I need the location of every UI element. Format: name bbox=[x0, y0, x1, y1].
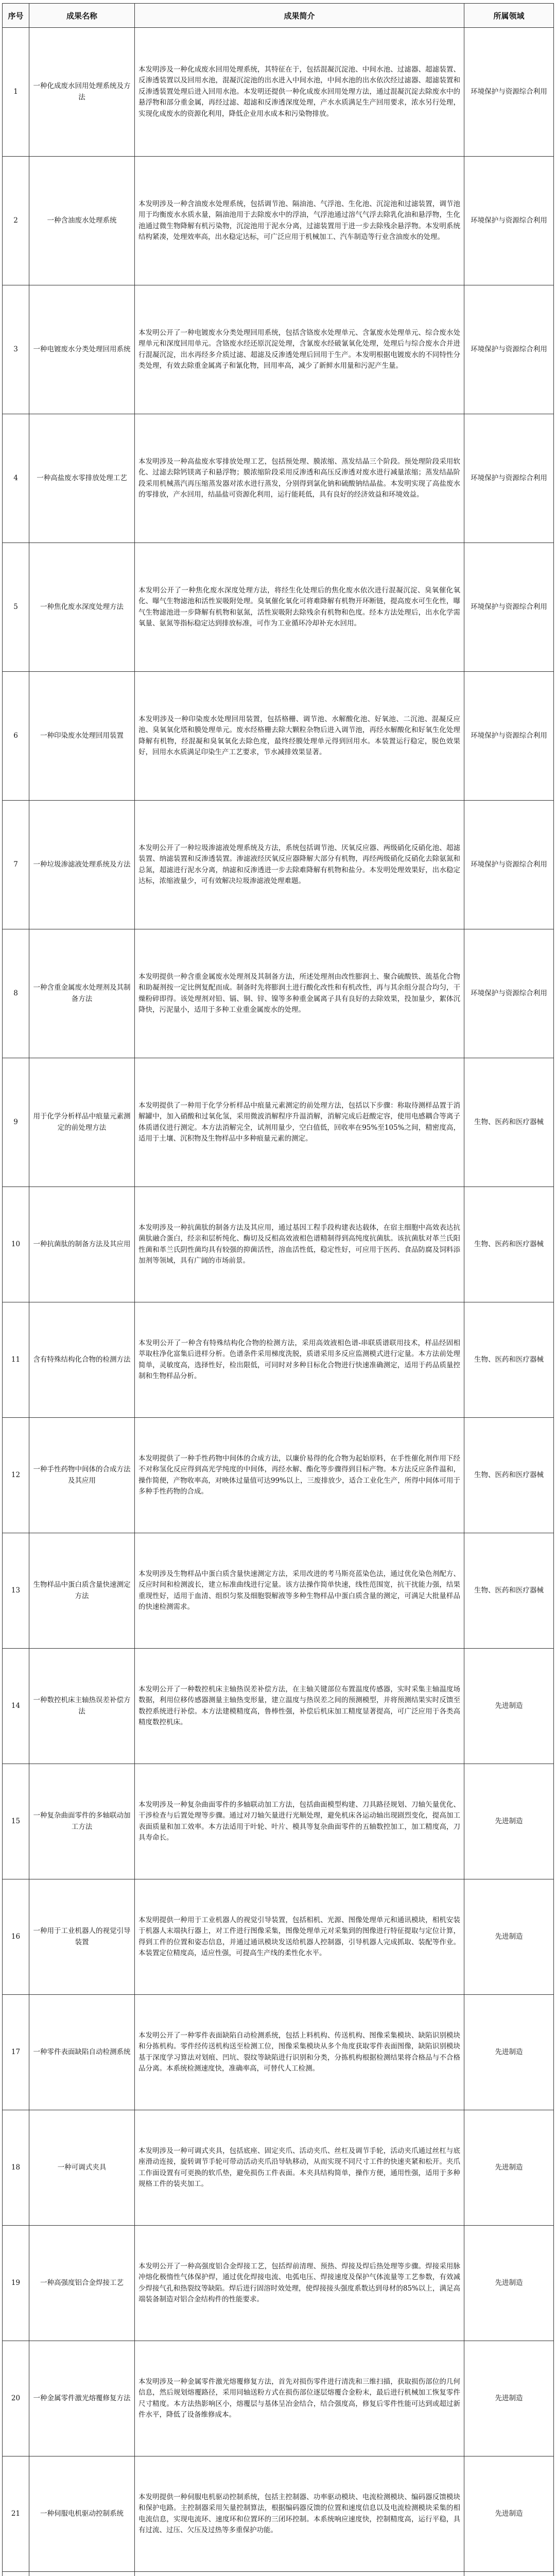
achievement-field: 先进制造 bbox=[464, 1764, 554, 1879]
achievement-field: 先进制造 bbox=[464, 2226, 554, 2341]
achievement-field: 环境保护与资源综合利用 bbox=[464, 414, 554, 543]
achievement-field: 生物、医药和医疗器械 bbox=[464, 1187, 554, 1302]
achievement-name: 一种数控机床主轴热误差补偿方法 bbox=[29, 1649, 135, 1764]
table-row bbox=[3, 2110, 554, 2226]
row-number: 16 bbox=[3, 1879, 29, 1995]
achievement-description: 本发明公开了一种垃圾渗滤液处理系统及方法，系统包括调节池、厌氧反应器、两级硝化反硝化池、超滤装置、纳滤装置和反渗透装置。渗滤液经厌氧反应器降解大部分有机物，再经两级硝化反硝化去除氨氮和总氮，超滤进行泥水分离，纳滤和反渗透进一步去除难降解有机物和盐分。本发明处理效果好，出水稳定达标，浓缩液量少，可有效解决垃圾渗滤液处理难题。 bbox=[135, 801, 464, 929]
achievement-field: 先进制造 bbox=[464, 1649, 554, 1764]
table-row bbox=[3, 28, 554, 157]
achievement-description: 本发明公开了一种高强度铝合金焊接工艺，包括焊前清理、预热、焊接及焊后热处理等步骤。焊接采用脉冲熔化极惰性气体保护焊，通过优化焊接电流、电弧电压、焊接速度及保护气体流量等工艺参数，有效减少焊接气孔和热裂纹等缺陷。焊后进行固溶时效处理，使焊接接头强度系数达到母材的85%以上，满足高端装备制造对铝合金结构件的性能要求。 bbox=[135, 2226, 464, 2341]
header-row bbox=[3, 4, 554, 28]
row-number: 4 bbox=[3, 414, 29, 543]
table-row bbox=[3, 1187, 554, 1302]
row-number: 6 bbox=[3, 672, 29, 801]
achievement-name: 一种手性药物中间体的合成方法及其应用 bbox=[29, 1418, 135, 1533]
achievement-description: 本发明公开了一种数控机床主轴热误差补偿方法，在主轴关键部位布置温度传感器，实时采集主轴温度场数据，利用位移传感器测量主轴热变形量，建立温度与热误差之间的预测模型，并将预测结果实时反馈至数控系统进行补偿。本方法建模精度高，鲁棒性强，补偿后机床加工精度显著提高，可广泛应用于各类高精度数控机床。 bbox=[135, 1649, 464, 1764]
achievement-description bbox=[135, 2572, 464, 2576]
table-row bbox=[3, 1418, 554, 1533]
achievement-field: 环境保护与资源综合利用 bbox=[464, 285, 554, 414]
achievement-name: 一种含油废水处理系统 bbox=[29, 157, 135, 285]
achievement-field: 先进制造 bbox=[464, 2341, 554, 2456]
row-number: 2 bbox=[3, 157, 29, 285]
achievement-description: 本发明公开了一种含有特殊结构化合物的检测方法，采用高效液相色谱-串联质谱联用技术，样品经固相萃取柱净化富集后进样分析。色谱条件采用梯度洗脱，质谱采用多反应监测模式进行定量。本方法前处理简单，灵敏度高，选择性好，检出限低，可同时对多种目标化合物进行快速准确测定，适用于药品质量控制和生物样品分析。 bbox=[135, 1302, 464, 1418]
row-number: 18 bbox=[3, 2110, 29, 2226]
table-row bbox=[3, 1058, 554, 1187]
table-row bbox=[3, 1649, 554, 1764]
row-number: 3 bbox=[3, 285, 29, 414]
table-row bbox=[3, 2341, 554, 2456]
header-field: 所属领域 bbox=[464, 4, 554, 28]
table-row bbox=[3, 801, 554, 929]
achievement-name: 一种抗菌肽的制备方法及其应用 bbox=[29, 1187, 135, 1302]
achievement-description: 本发明公开了一种电镀废水分类处理回用系统，包括含铬废水处理单元、含氰废水处理单元、综合废水处理单元和深度回用单元。含铬废水经还原沉淀处理，含氰废水经破氰氧化处理，处理后与综合废水合并进行混凝沉淀，出水再经多介质过滤、超滤及反渗透处理后回用于生产。本发明根据电镀废水的不同特性分类处理，有效去除重金属离子和氰化物，回用率高，减少了新鲜水用量和污泥产生量。 bbox=[135, 285, 464, 414]
achievement-name: 一种印染废水处理回用装置 bbox=[29, 672, 135, 801]
achievement-description: 本发明涉及一种金属零件激光熔覆修复方法，首先对损伤零件进行清洗和三维扫描，获取损伤部位的几何信息，然后规划熔覆路径，采用同轴送粉方式在损伤部位逐层熔覆合金粉末，最后进行机械加工恢复零件尺寸精度。本方法热影响区小，熔覆层与基体呈冶金结合，结合强度高，修复后零件性能可达到或超过新件水平，降低了设备维修成本。 bbox=[135, 2341, 464, 2456]
row-number bbox=[3, 2572, 29, 2576]
row-number: 9 bbox=[3, 1058, 29, 1187]
achievement-field bbox=[464, 2572, 554, 2576]
row-number: 20 bbox=[3, 2341, 29, 2456]
achievement-description: 本发明涉及一种抗菌肽的制备方法及其应用，通过基因工程手段构建表达载体，在宿主细胞中高效表达抗菌肽融合蛋白，经亲和层析纯化、酶切及反相高效液相色谱精制得到高纯度抗菌肽。该抗菌肽对革兰氏阳性菌和革兰氏阴性菌均具有较强的抑菌活性，溶血活性低，稳定性好，可应用于医药、食品防腐及饲料添加剂等领域，具有广阔的市场前景。 bbox=[135, 1187, 464, 1302]
row-number: 15 bbox=[3, 1764, 29, 1879]
table-row bbox=[3, 414, 554, 543]
table-row bbox=[3, 543, 554, 672]
achievement-name: 一种金属零件激光熔覆修复方法 bbox=[29, 2341, 135, 2456]
achievement-description: 本发明提供一种用于工业机器人的视觉引导装置，包括相机、光源、图像处理单元和通讯模块，相机安装于机器人末端执行器上，对工件进行图像采集，图像处理单元对采集到的图像进行特征提取与定位计算，得到工件的位置和姿态信息，并通过通讯模块发送给机器人控制器，引导机器人完成抓取、装配等作业。本装置定位精度高，适应性强，可提高生产线的柔性化水平。 bbox=[135, 1879, 464, 1995]
achievement-name: 一种化成废水回用处理系统及方法 bbox=[29, 28, 135, 157]
achievement-name: 一种用于工业机器人的视觉引导装置 bbox=[29, 1879, 135, 1995]
achievement-description: 本发明涉及一种印染废水处理回用装置，包括格栅、调节池、水解酸化池、好氧池、二沉池、混凝反应池、臭氧氧化塔和膜处理单元。废水经格栅去除大颗粒杂物后进入调节池，再经水解酸化和好氧生化处理降解有机物，经混凝和臭氧氧化去除色度，最终经膜处理单元得到回用水。本装置运行稳定，脱色效果好，回用水水质满足印染生产工艺要求，节水减排效果显著。 bbox=[135, 672, 464, 801]
achievement-field: 环境保护与资源综合利用 bbox=[464, 929, 554, 1058]
table-row bbox=[3, 285, 554, 414]
achievement-field: 生物、医药和医疗器械 bbox=[464, 1058, 554, 1187]
achievement-description: 本发明提供了一种手性药物中间体的合成方法，以廉价易得的化合物为起始原料，在手性催化剂作用下经不对称氢化反应得到高光学纯度的中间体，再经水解、酯化等步骤得到目标产物。本方法反应条件温和，操作简便，产物收率高，对映体过量值可达99%以上，三废排放少，适合工业化生产，所得中间体可用于多种手性药物的合成。 bbox=[135, 1418, 464, 1533]
achievement-description: 本发明涉及一种化成废水回用处理系统，其特征在于，包括混凝沉淀池、中间水池、过滤器、超滤装置、反渗透装置以及回用水池，混凝沉淀池的出水进入中间水池，中间水池的出水依次经过滤器、超滤装置和反渗透装置处理后进入回用水池。本发明还提供一种化成废水回用处理方法，通过混凝沉淀去除废水中的悬浮物和部分重金属，再经过滤、超滤和反渗透深度处理，产水水质满足生产回用要求，浓水另行处理，实现化成废水的资源化利用，降低企业用水成本和污染物排放。 bbox=[135, 28, 464, 157]
row-number: 12 bbox=[3, 1418, 29, 1533]
table-row bbox=[3, 1302, 554, 1418]
achievement-field: 生物、医药和医疗器械 bbox=[464, 1302, 554, 1418]
achievement-description: 本发明涉及生物样品中蛋白质含量快速测定方法，采用改进的考马斯亮蓝染色法，通过优化染色剂配方、反应时间和检测波长，建立标准曲线进行定量。该方法操作简单快速，线性范围宽，抗干扰能力强，结果重现性好，适用于血清、组织匀浆及细胞裂解液等多种生物样品中蛋白质含量的测定，可满足大批量样品的快速检测需求。 bbox=[135, 1533, 464, 1649]
table-row bbox=[3, 1764, 554, 1879]
table-row bbox=[3, 2456, 554, 2572]
achievement-description: 本发明提供一种伺服电机驱动控制系统，包括主控制器、功率驱动模块、电流检测模块、编码器反馈模块和保护电路。主控制器采用矢量控制算法，根据编码器反馈的位置和速度信息以及电流检测模块采集的相电流信息，实现电流环、速度环和位置环的三闭环控制。本系统响应速度快，控制精度高，运行平稳，具有过流、过压、欠压及过热等多重保护功能。 bbox=[135, 2456, 464, 2572]
table-body bbox=[3, 28, 554, 2576]
achievement-description: 本发明公开了一种零件表面缺陷自动检测系统，包括上料机构、传送机构、图像采集模块、缺陷识别模块和分拣机构。零件经传送机构送至检测工位，图像采集模块从多个角度获取零件表面图像，缺陷识别模块基于深度学习算法对划痕、凹坑、裂纹等缺陷进行识别和分类，分拣机构根据检测结果将合格品与不合格品分离。本系统检测速度快，准确率高，可替代人工检测。 bbox=[135, 1995, 464, 2110]
row-number: 1 bbox=[3, 28, 29, 157]
row-number: 19 bbox=[3, 2226, 29, 2341]
table-row bbox=[3, 672, 554, 801]
achievement-name: 一种含重金属废水处理剂及其制备方法 bbox=[29, 929, 135, 1058]
achievement-name: 一种垃圾渗滤液处理系统及方法 bbox=[29, 801, 135, 929]
achievement-name bbox=[29, 2572, 135, 2576]
row-number: 14 bbox=[3, 1649, 29, 1764]
table-row bbox=[3, 1879, 554, 1995]
achievement-field: 环境保护与资源综合利用 bbox=[464, 157, 554, 285]
table-row bbox=[3, 157, 554, 285]
achievement-field: 环境保护与资源综合利用 bbox=[464, 801, 554, 929]
table-row bbox=[3, 929, 554, 1058]
row-number: 8 bbox=[3, 929, 29, 1058]
achievement-description: 本发明涉及一种可调式夹具，包括底座、固定夹爪、活动夹爪、丝杠及调节手轮，活动夹爪通过丝杠与底座滑动连接，旋转调节手轮可带动活动夹爪沿导轨移动，从而实现不同尺寸工件的快速夹紧和松开。夹爪工作面设置有可更换的软爪垫，避免损伤工件表面。本夹具结构简单，操作方便，通用性强，适用于多种规格工件的装夹加工。 bbox=[135, 2110, 464, 2226]
achievement-name: 一种零件表面缺陷自动检测系统 bbox=[29, 1995, 135, 2110]
achievement-description: 本发明涉及一种高盐废水零排放处理工艺，包括预处理、膜浓缩、蒸发结晶三个阶段。预处理阶段采用软化、过滤去除钙镁离子和悬浮物；膜浓缩阶段采用反渗透和高压反渗透对废水进行减量浓缩；蒸发结晶阶段采用机械蒸汽再压缩蒸发器对浓水进行蒸发，分别得到氯化钠和硫酸钠结晶盐。本发明实现了高盐废水的零排放，产水回用，结晶盐可资源化利用，运行能耗低，具有良好的经济效益和环境效益。 bbox=[135, 414, 464, 543]
table-header bbox=[3, 4, 554, 28]
achievement-field: 环境保护与资源综合利用 bbox=[464, 28, 554, 157]
achievement-name: 一种焦化废水深度处理方法 bbox=[29, 543, 135, 672]
table-row bbox=[3, 2572, 554, 2576]
row-number: 5 bbox=[3, 543, 29, 672]
table-row bbox=[3, 1995, 554, 2110]
row-number: 7 bbox=[3, 801, 29, 929]
row-number: 21 bbox=[3, 2456, 29, 2572]
achievement-name: 一种高盐废水零排放处理工艺 bbox=[29, 414, 135, 543]
achievement-name: 用于化学分析样品中痕量元素测定的前处理方法 bbox=[29, 1058, 135, 1187]
header-no: 序号 bbox=[3, 4, 29, 28]
achievement-description: 本发明提供一种含重金属废水处理剂及其制备方法，所述处理剂由改性膨润土、聚合硫酸铁、巯基化合物和助凝剂按一定比例复配而成。制备时先将膨润土进行酸化改性和有机改性，再与其余组分混合均匀，干燥粉碎即得。该处理剂对铅、镉、铜、锌、镍等多种重金属离子具有良好的去除效果，投加量少，絮体沉降快，污泥量小，适用于多种工业重金属废水的处理。 bbox=[135, 929, 464, 1058]
achievement-field: 生物、医药和医疗器械 bbox=[464, 1418, 554, 1533]
header-desc: 成果简介 bbox=[135, 4, 464, 28]
achievement-field: 环境保护与资源综合利用 bbox=[464, 672, 554, 801]
achievement-field: 环境保护与资源综合利用 bbox=[464, 543, 554, 672]
row-number: 10 bbox=[3, 1187, 29, 1302]
row-number: 11 bbox=[3, 1302, 29, 1418]
achievement-field: 先进制造 bbox=[464, 2110, 554, 2226]
achievement-description: 本发明涉及一种复杂曲面零件的多轴联动加工方法，包括曲面模型构建、刀具路径规划、刀轴矢量优化、干涉检查与后置处理等步骤。通过对刀轴矢量进行光顺处理，避免机床各运动轴出现剧烈变化，提高加工表面质量和加工效率。本方法适用于叶轮、叶片、模具等复杂曲面零件的五轴数控加工，加工精度高，刀具寿命长。 bbox=[135, 1764, 464, 1879]
table-row bbox=[3, 2226, 554, 2341]
achievement-name: 一种可调式夹具 bbox=[29, 2110, 135, 2226]
achievement-field: 先进制造 bbox=[464, 1995, 554, 2110]
achievement-field: 生物、医药和医疗器械 bbox=[464, 1533, 554, 1649]
achievement-name: 一种高强度铝合金焊接工艺 bbox=[29, 2226, 135, 2341]
header-name: 成果名称 bbox=[29, 4, 135, 28]
achievements-table-container bbox=[2, 3, 553, 2576]
achievements-table bbox=[2, 3, 554, 2576]
achievement-name: 含有特殊结构化合物的检测方法 bbox=[29, 1302, 135, 1418]
achievement-name: 生物样品中蛋白质含量快速测定方法 bbox=[29, 1533, 135, 1649]
achievement-field: 先进制造 bbox=[464, 2456, 554, 2572]
row-number: 17 bbox=[3, 1995, 29, 2110]
achievement-description: 本发明涉及一种含油废水处理系统，包括调节池、隔油池、气浮池、生化池、沉淀池和过滤装置，调节池用于均衡废水水质水量，隔油池用于去除废水中的浮油，气浮池通过溶气气浮去除乳化油和悬浮物，生化池通过微生物降解有机污染物，沉淀池用于泥水分离，过滤装置用于进一步去除残余悬浮物。本发明系统结构紧凑，处理效率高，出水稳定达标，可广泛应用于机械加工、汽车制造等行业含油废水的处理。 bbox=[135, 157, 464, 285]
row-number: 13 bbox=[3, 1533, 29, 1649]
achievement-name: 一种电镀废水分类处理回用系统 bbox=[29, 285, 135, 414]
achievement-description: 本发明提供了一种用于化学分析样品中痕量元素测定的前处理方法，包括以下步骤：称取待测样品置于消解罐中，加入硝酸和过氧化氢，采用微波消解程序升温消解，消解完成后赶酸定容，使用电感耦合等离子体质谱仪进行测定。本方法消解完全，试剂用量少，空白值低，回收率在95%至105%之间，精密度高，适用于土壤、沉积物及生物样品中多种痕量元素的测定。 bbox=[135, 1058, 464, 1187]
achievement-name: 一种伺服电机驱动控制系统 bbox=[29, 2456, 135, 2572]
achievement-name: 一种复杂曲面零件的多轴联动加工方法 bbox=[29, 1764, 135, 1879]
achievement-field: 先进制造 bbox=[464, 1879, 554, 1995]
achievement-description: 本发明公开了一种焦化废水深度处理方法，将经生化处理后的焦化废水依次进行混凝沉淀、臭氧催化氧化、曝气生物滤池和活性炭吸附处理。臭氧催化氧化可将难降解有机物开环断链，提高废水可生化性，曝气生物滤池进一步降解有机物和氨氮，活性炭吸附去除残余有机物和色度。经本方法处理后，出水化学需氧量、氨氮等指标稳定达到排放标准，可作为工业循环冷却补充水回用。 bbox=[135, 543, 464, 672]
table-row bbox=[3, 1533, 554, 1649]
